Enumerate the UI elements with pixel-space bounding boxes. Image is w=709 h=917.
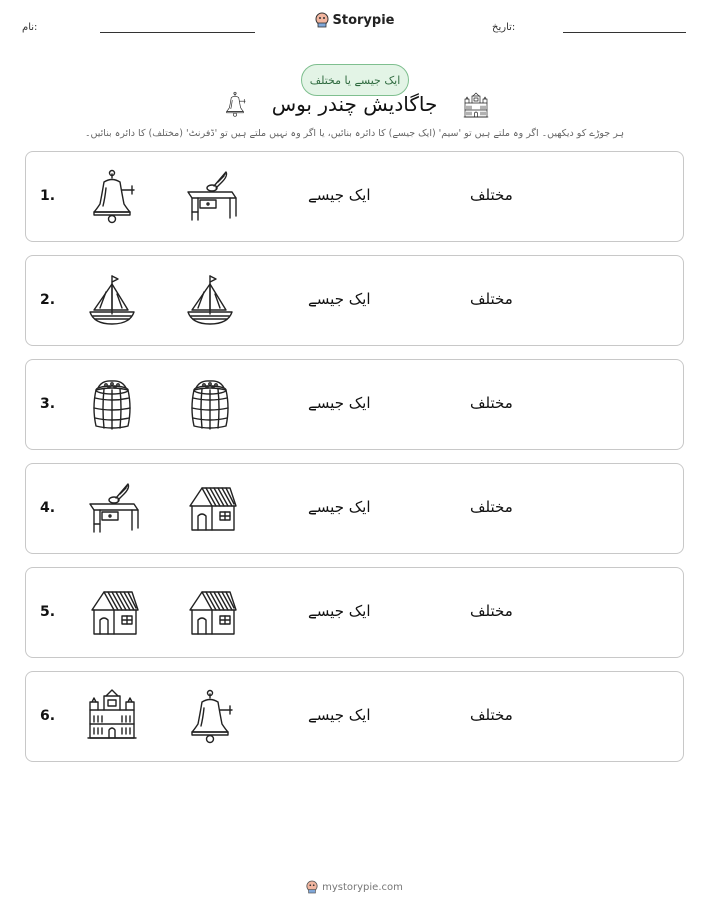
row-number: 6. [40, 708, 56, 724]
house-icon [182, 584, 238, 640]
footer-site[interactable]: mystorypie.com [322, 881, 403, 893]
row-number: 5. [40, 604, 56, 620]
barrel-icon [84, 376, 140, 432]
same-option[interactable]: ایک جیسے [308, 498, 371, 516]
name-label: نام: [22, 22, 38, 33]
date-label: تاریخ: [492, 22, 516, 33]
house-icon [182, 480, 238, 536]
house-icon [84, 584, 140, 640]
instructions: ہر جوڑے کو دیکھیں۔ اگر وہ ملتے ہیں تو 'سیم' (ایک جیسے) کا دائرہ بنائیں، یا اگر وہ نہیں ملتے ہیں تو 'ڈفرنٹ' (مختلف) کا دائرہ بنائیں۔ [84, 128, 625, 139]
sailboat-icon [182, 272, 238, 328]
exercise-row [25, 567, 684, 658]
brand-logo [0, 12, 709, 28]
different-option[interactable]: مختلف [470, 186, 513, 204]
brand-name: Storypie [332, 12, 395, 28]
exercise-row [25, 359, 684, 450]
different-option[interactable]: مختلف [470, 602, 513, 620]
building-icon [84, 688, 140, 744]
same-option[interactable]: ایک جیسے [308, 602, 371, 620]
barrel-icon [182, 376, 238, 432]
different-option[interactable]: مختلف [470, 706, 513, 724]
name-line[interactable] [100, 32, 255, 33]
same-option[interactable]: ایک جیسے [308, 394, 371, 412]
bell-icon [182, 688, 238, 744]
desk-icon [182, 168, 238, 224]
same-option[interactable]: ایک جیسے [308, 706, 371, 724]
row-number: 2. [40, 292, 56, 308]
exercise-row [25, 151, 684, 242]
row-number: 1. [40, 188, 56, 204]
bell-icon [84, 168, 140, 224]
different-option[interactable]: مختلف [470, 394, 513, 412]
desk-icon [84, 480, 140, 536]
row-number: 3. [40, 396, 56, 412]
row-number: 4. [40, 500, 56, 516]
exercise-row [25, 463, 684, 554]
different-option[interactable]: مختلف [470, 498, 513, 516]
same-option[interactable]: ایک جیسے [308, 186, 371, 204]
same-option[interactable]: ایک جیسے [308, 290, 371, 308]
sailboat-icon [84, 272, 140, 328]
date-line[interactable] [563, 32, 686, 33]
different-option[interactable]: مختلف [470, 290, 513, 308]
page-title: جاگادیش چندر بوس [271, 92, 438, 116]
footer [0, 880, 709, 894]
same-or-different-badge: ایک جیسے یا مختلف [301, 64, 409, 96]
exercise-row [25, 671, 684, 762]
title-building-icon [460, 92, 492, 120]
storypie-mascot-icon [306, 880, 318, 894]
storypie-mascot-icon [315, 12, 329, 28]
exercise-row [25, 255, 684, 346]
